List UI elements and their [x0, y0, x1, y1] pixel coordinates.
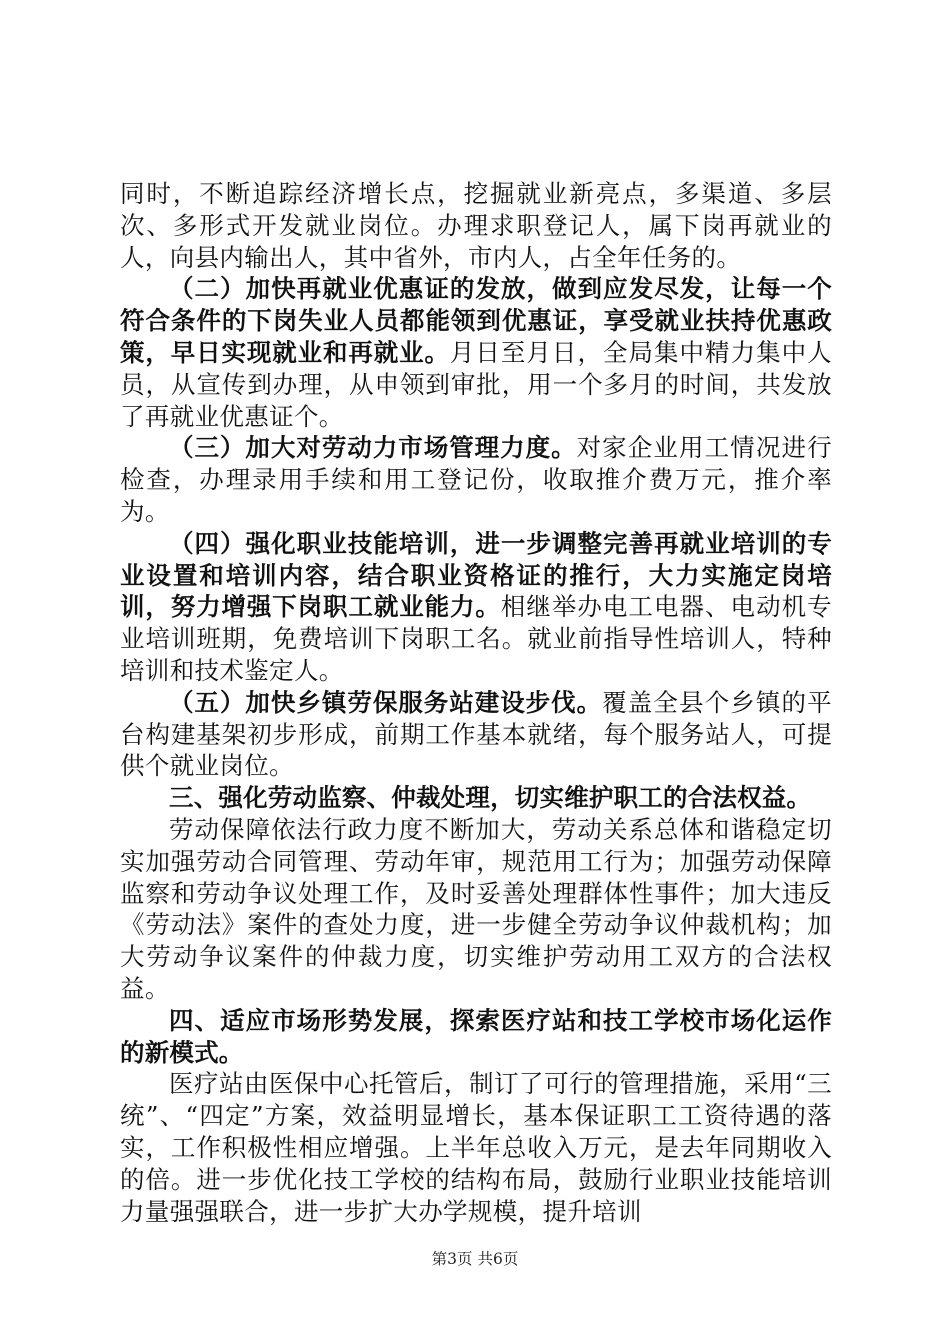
section-heading-3: [120, 782, 832, 814]
paragraph-heading: （三）加大对劳动力市场管理力度。: [169, 433, 577, 463]
paragraph-heading: （四）强化职业技能培训，进一步调整完善再就业培训的专业设置和培训内容，结合职业资格证的推行，大力实施定岗培训，努力增强下岗职工就业能力。: [120, 528, 832, 622]
page-number-footer: 第3页 共6页: [431, 1250, 519, 1268]
paragraph-text: 劳动保障依法行政力度不断加大，劳动关系总体和谐稳定切实加强劳动合同管理、劳动年审，规范用工行为；加强劳动保障监察和劳动争议处理工作，及时妥善处理群体性事件；加大违反《劳动法》案件的查处力度，进一步健全劳动争议仲裁机构；加大劳动争议案件的仲裁力度，切实维护劳动用工双方的合法权益。: [120, 814, 832, 1003]
section-heading-4: [120, 1005, 832, 1069]
paragraph-section-3: [120, 432, 832, 527]
paragraph-text: 相继举办电工电器、电动机专业培训班期，免费培训下岗职工名。就业前指导性培训人，特种培训和技术鉴定人。: [120, 592, 832, 685]
paragraph-section-5: [120, 687, 832, 782]
paragraph-text: 医疗站由医保中心托管后，制订了可行的管理措施，采用“三统”、“四定”方案，效益明显增长，基本保证职工工资待遇的落实，工作积极性相应增强。上半年总收入万元，是去年同期收入的倍。进一步优化技工学校的结构布局，鼓励行业职业技能培训力量强强联合，进一步扩大办学规模，提升培训: [120, 1069, 832, 1226]
paragraph-text: 覆盖全县个乡镇的平台构建基架初步形成，前期工作基本就绪，每个服务站人，可提供个就业岗位。: [120, 687, 832, 781]
paragraph-text: 同时，不断追踪经济增长点，挖掘就业新亮点，多渠道、多层次、多形式开发就业岗位。办理求职登记人，属下岗再就业的人，向县内输出人，其中省外，市内人，占全年任务的。: [120, 179, 832, 272]
paragraph-section-2: [120, 273, 832, 432]
section-heading-text: 三、强化劳动监察、仲裁处理，切实维护职工的合法权益。: [169, 783, 812, 813]
paragraph-text: 对家企业用工情况进行检查，办理录用手续和用工登记份，收取推介费万元，推介率为。: [120, 433, 833, 526]
paragraph-heading: （二）加快再就业优惠证的发放，做到应发尽发，让每一个符合条件的下岗失业人员都能领到优惠证，享受就业扶持优惠政策，早日实现就业和再就业。: [120, 274, 832, 367]
paragraph-text: 月日至月日，全局集中精力集中人员，从宣传到办理，从申领到审批，用一个多月的时间，共发放了再就业优惠证个。: [120, 337, 832, 431]
document-body: [120, 178, 832, 1227]
paragraph-section-4: [120, 528, 832, 687]
paragraph-heading: （五）加快乡镇劳保服务站建设步伐。: [169, 687, 603, 717]
paragraph-medical-station: [120, 1068, 832, 1227]
paragraph-continuation: [120, 178, 832, 273]
section-heading-text: 四、适应市场形势发展，探索医疗站和技工学校市场化运作的新模式。: [120, 1005, 832, 1067]
paragraph-labor-supervision: [120, 814, 832, 1005]
